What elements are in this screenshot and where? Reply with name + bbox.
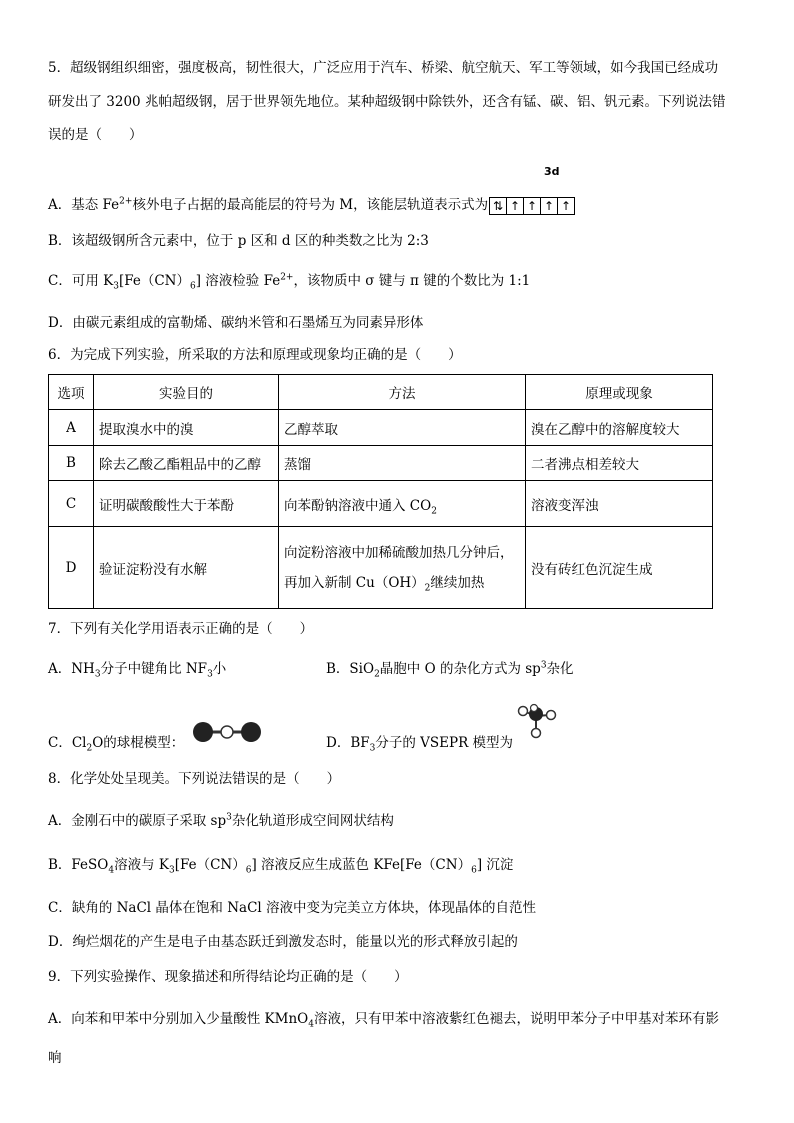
table-row xyxy=(49,410,713,446)
q9-option-a-continued: 响 xyxy=(48,1050,62,1066)
table-cell-goal: 提取溴水中的溴 xyxy=(94,410,279,446)
orbital-box-1: ⇅ xyxy=(490,198,507,214)
table-header-row xyxy=(49,375,713,410)
q8-option-b: B．FeSO$_4$溶液与 $K_3[Fe(CN)_6]$ 溶液反应生成蓝色 $KFe[Fe(CN)_6]$ 沉淀 xyxy=(48,857,514,876)
q5-option-c: C．可用 $K_3[Fe(CN)_6]$ 溶液检验 $Fe^{2+}$，该物质中 σ 键与 π 键的个数比为 1:1 xyxy=(48,272,531,292)
q5-stem-line-3: 误的是（ ） xyxy=(48,127,143,143)
cl2o-ball-stick-model xyxy=(190,720,264,744)
q9-option-a: A．向苯和甲苯中分别加入少量酸性 KMnO$_4$溶液，只有甲苯中溶液紫红色褪去，说明甲苯分子中甲基对苯环有影 xyxy=(48,1011,719,1030)
table-header-cell: 原理或现象 xyxy=(526,375,713,410)
orbital-3d-label: 3d xyxy=(544,165,560,178)
q8-option-c: C．缺角的 NaCl 晶体在饱和 NaCl 溶液中变为完美立方体块，体现晶体的自范性 xyxy=(48,900,537,916)
table-cell-option: B xyxy=(49,446,94,481)
q7-option-c: C．$Cl_2O$的球棍模型： xyxy=(48,735,185,754)
orbital-box-5: ↑ xyxy=(561,198,572,213)
table-row xyxy=(49,527,713,609)
q5-option-d: D．由碳元素组成的富勒烯、碳纳米管和石墨烯互为同素异形体 xyxy=(48,315,424,331)
table-header-cell: 选项 xyxy=(49,375,94,410)
q8-stem: 8．化学处处呈现美。下列说法错误的是（ ） xyxy=(48,771,341,787)
table-cell-method: 向淀粉溶液中加稀硫酸加热几分钟后， 再加入新制 $Cu(OH)_2$继续加热 xyxy=(279,527,526,609)
bf3-vsepr-model xyxy=(512,700,558,740)
table-cell-principle: 溴在乙醇中的溶解度较大 xyxy=(526,410,713,446)
q7-option-a: A．$NH_3$分子中键角比 $NF_3$小 xyxy=(48,661,227,680)
q8-option-a: A．金刚石中的碳原子采取 $sp^3$杂化轨道形成空间网状结构 xyxy=(48,812,394,829)
table-cell-goal: 证明碳酸酸性大于苯酚 xyxy=(94,481,279,527)
table-cell-method: 向苯酚钠溶液中通入 $CO_2$ xyxy=(279,481,526,527)
table-cell-option: A xyxy=(49,410,94,446)
q5-option-b: B．该超级钢所含元素中，位于 p 区和 d 区的种类数之比为 2:3 xyxy=(48,233,429,249)
table-cell-goal: 验证淀粉没有水解 xyxy=(94,527,279,609)
table-cell-option: C xyxy=(49,481,94,527)
table-cell-goal: 除去乙酸乙酯粗品中的乙醇 xyxy=(94,446,279,481)
table-header-cell: 方法 xyxy=(279,375,526,410)
table-cell-method: 乙醇萃取 xyxy=(279,410,526,446)
orbital-box-3: ↑ xyxy=(524,198,541,214)
q6-stem: 6．为完成下列实验，所采取的方法和原理或现象均正确的是（ ） xyxy=(48,347,462,363)
table-row xyxy=(49,446,713,481)
q7-option-d: D．$BF_3$分子的 VSEPR 模型为 xyxy=(326,735,514,754)
q7-option-b: B．SiO$_2$晶胞中 O 的杂化方式为 $sp^3$杂化 xyxy=(326,660,574,680)
table-cell-principle: 二者沸点相差较大 xyxy=(526,446,713,481)
orbital-box-4: ↑ xyxy=(541,198,558,214)
q5-stem-line-2: 研发出了 3200 兆帕超级钢，居于世界领先地位。某种超级钢中除铁外，还含有锰、碳、铝、钒元素。下列说法错 xyxy=(48,94,726,110)
q8-option-d: D．绚烂烟花的产生是电子由基态跃迁到激发态时，能量以光的形式释放引起的 xyxy=(48,934,518,950)
table-header-cell: 实验目的 xyxy=(94,375,279,410)
orbital-box-2: ↑ xyxy=(507,198,524,214)
orbital-diagram xyxy=(489,197,575,215)
q7-stem: 7．下列有关化学用语表示正确的是（ ） xyxy=(48,621,314,637)
table-cell-principle: 没有砖红色沉淀生成 xyxy=(526,527,713,609)
table-cell-option: D xyxy=(49,527,94,609)
experiment-table xyxy=(48,374,713,609)
table-cell-method: 蒸馏 xyxy=(279,446,526,481)
q5-option-a: A．基态 $Fe^{2+}$核外电子占据的最高能层的符号为 M，该能层轨道表示式为 ⇅ ↑ ↑ ↑ ↑ xyxy=(48,196,575,215)
q9-stem: 9．下列实验操作、现象描述和所得结论均正确的是（ ） xyxy=(48,969,408,985)
table-cell-principle: 溶液变浑浊 xyxy=(526,481,713,527)
table-row xyxy=(49,481,713,527)
q5-stem-line-1: 5．超级钢组织细密，强度极高，韧性很大，广泛应用于汽车、桥梁、航空航天、军工等领域，如今我国已经成功 xyxy=(48,60,719,76)
